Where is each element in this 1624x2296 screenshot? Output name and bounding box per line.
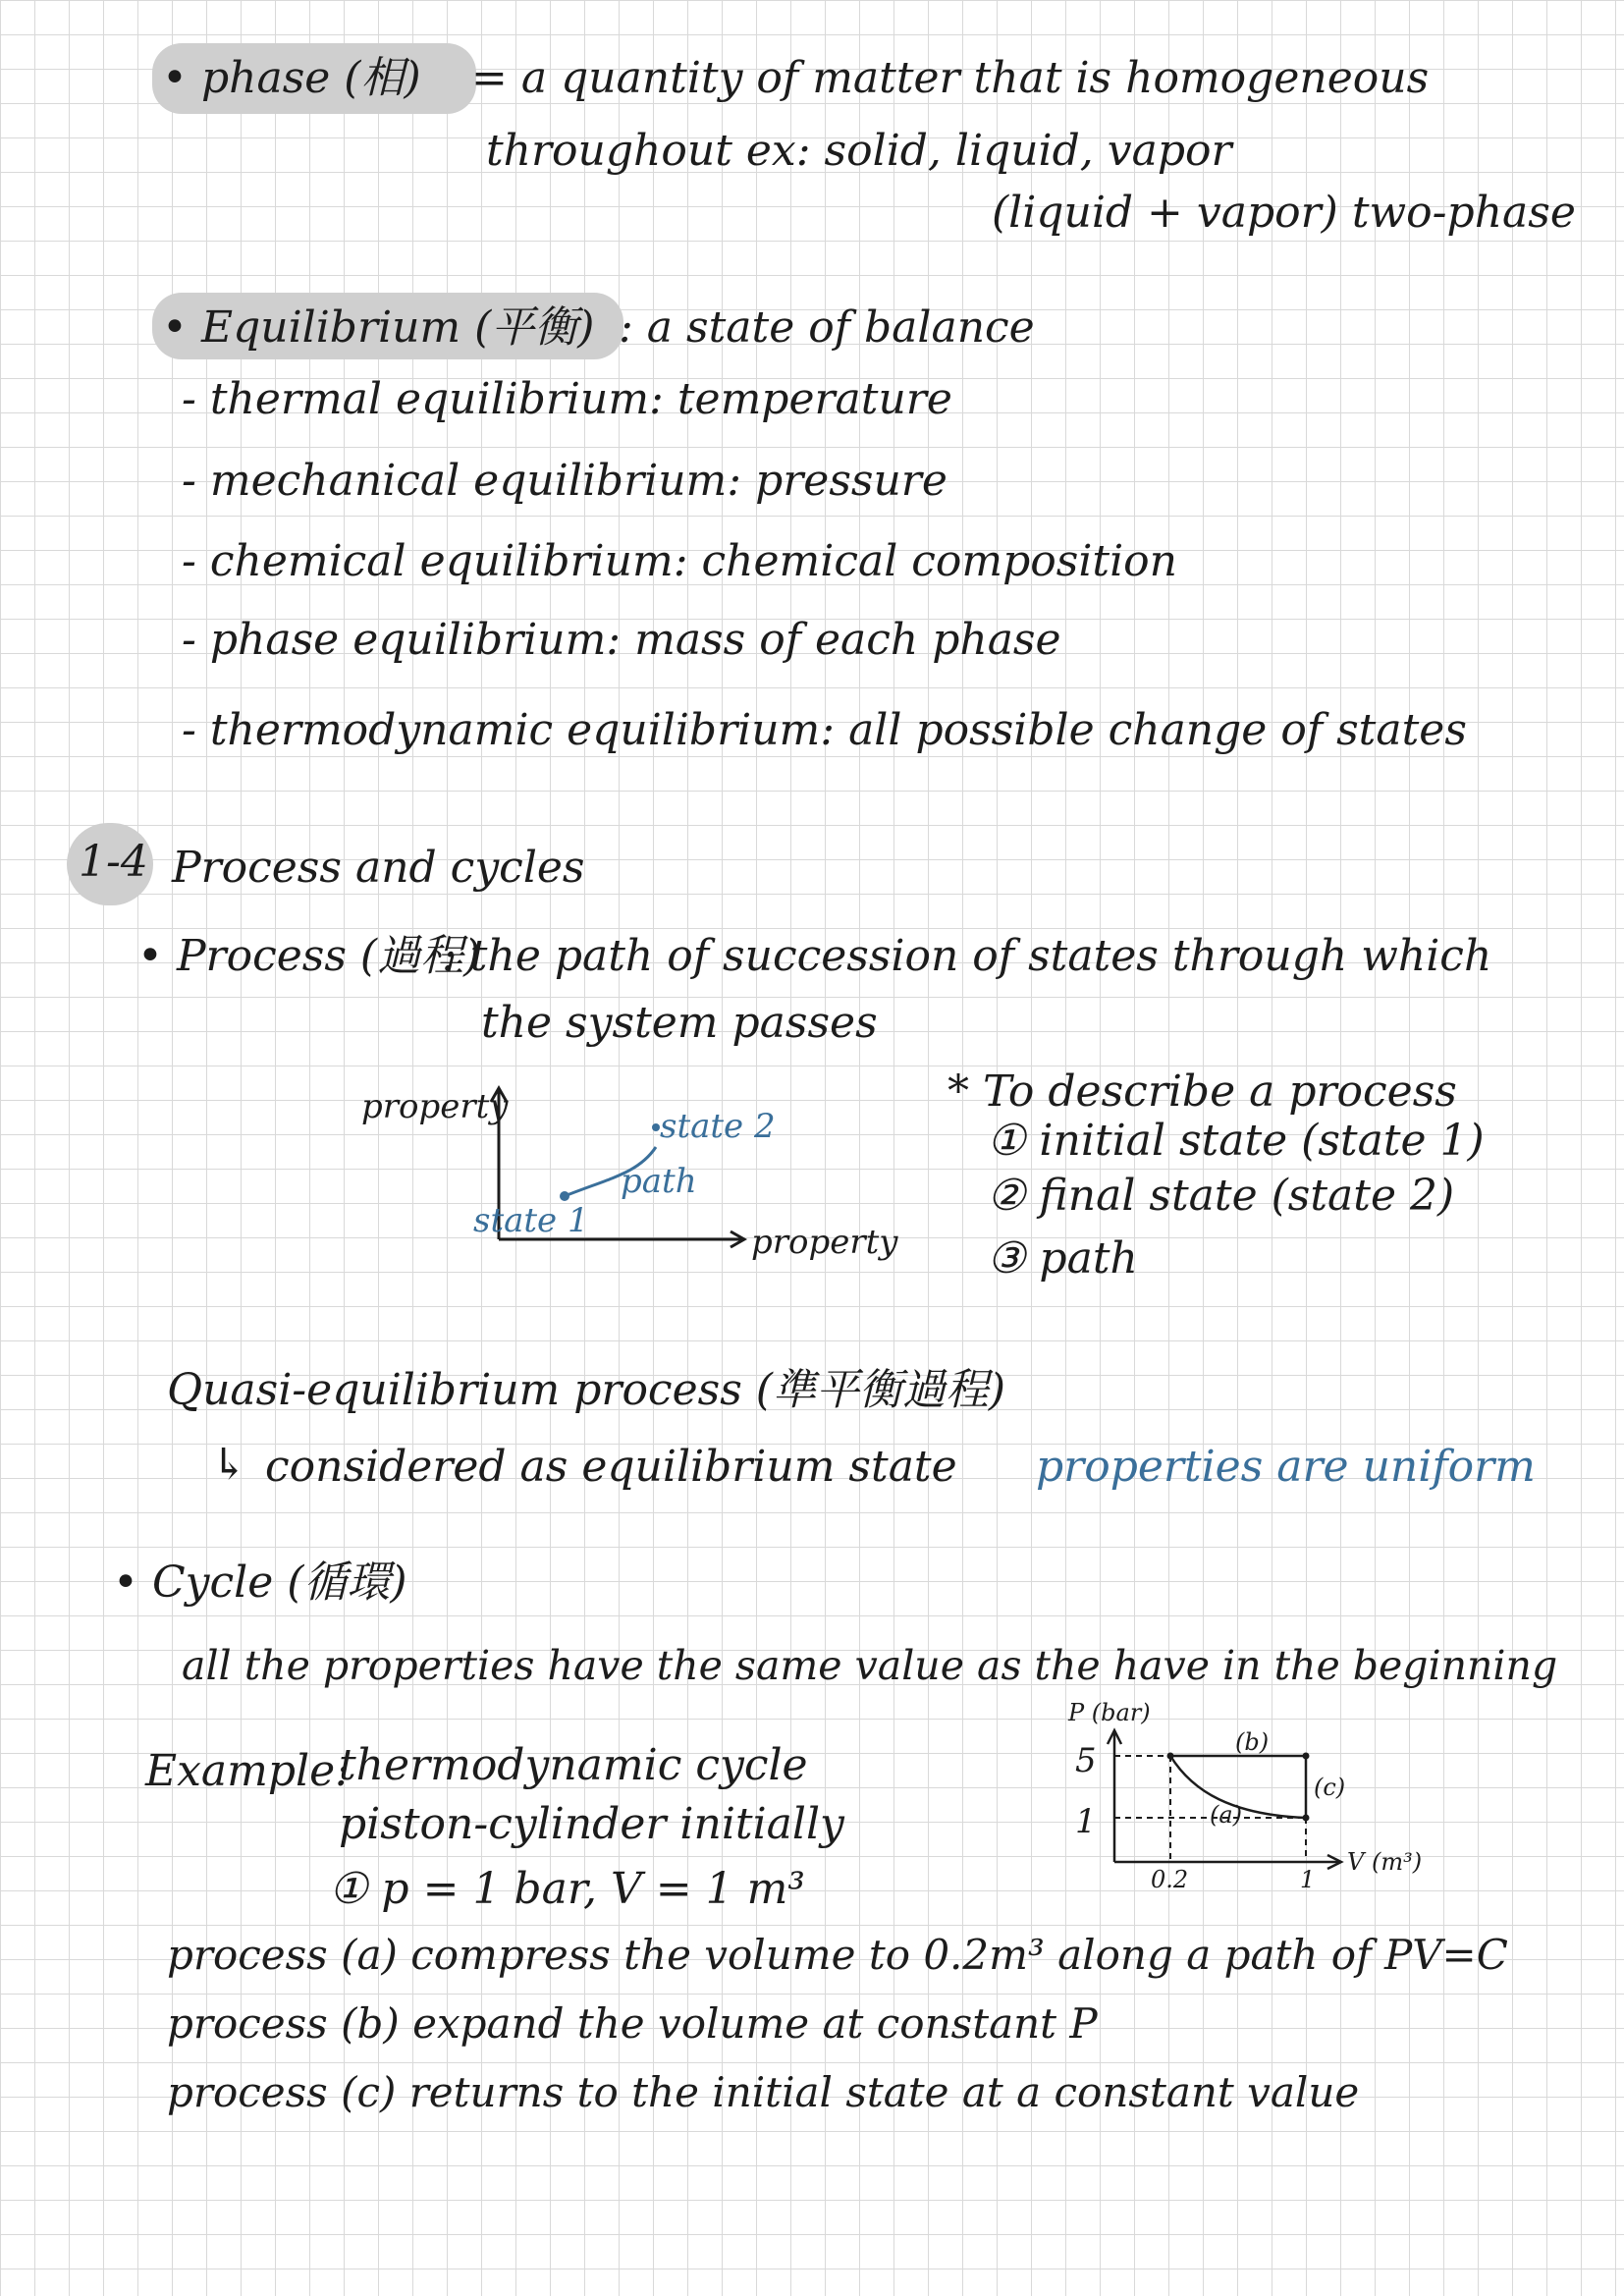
equilibrium-item: - thermodynamic equilibrium: all possible change of states bbox=[182, 705, 1467, 755]
state1-label: state 1 bbox=[473, 1201, 589, 1240]
equilibrium-heading: • Equilibrium (平衡) bbox=[162, 302, 595, 353]
equilibrium-definition: : a state of balance bbox=[619, 302, 1035, 353]
quasi-heading: Quasi-equilibrium process (準平衡過程) bbox=[167, 1365, 1006, 1415]
quasi-note: considered as equilibrium state bbox=[265, 1442, 957, 1492]
cycle-state1-point bbox=[1303, 1815, 1310, 1822]
equilibrium-item: - phase equilibrium: mass of each phase bbox=[182, 615, 1061, 665]
process-definition-cont: the system passes bbox=[481, 998, 878, 1048]
process-graph-y-label: property bbox=[361, 1087, 509, 1126]
phase-definition-cont: throughout ex: solid, liquid, vapor bbox=[486, 126, 1232, 176]
cycle-process-line: process (b) expand the volume at constant P bbox=[167, 1999, 1098, 2048]
example-line1: thermodynamic cycle bbox=[339, 1740, 808, 1790]
phase-two-phase: (liquid + vapor) two-phase bbox=[992, 188, 1576, 238]
cycle-x-tick-low: 0.2 bbox=[1151, 1866, 1189, 1893]
phase-definition: = a quantity of matter that is homogeneous bbox=[471, 53, 1430, 103]
process-a-label: (a) bbox=[1210, 1801, 1243, 1829]
cycle-process-line: process (c) returns to the initial state at a constant value bbox=[167, 2068, 1360, 2116]
state2-label: state 2 bbox=[660, 1107, 776, 1146]
cycle-x-tick-high: 1 bbox=[1300, 1866, 1316, 1893]
equilibrium-item: - chemical equilibrium: chemical composition bbox=[182, 536, 1177, 586]
quasi-note-blue: properties are uniform bbox=[1036, 1442, 1536, 1492]
example-label: Example: bbox=[145, 1746, 350, 1796]
cycle-definition: all the properties have the same value as the have in the beginning bbox=[182, 1642, 1558, 1689]
example-line3: ① p = 1 bar, V = 1 m³ bbox=[329, 1864, 805, 1914]
process-graph-x-label: property bbox=[751, 1223, 898, 1262]
describe-item: ① initial state (state 1) bbox=[987, 1116, 1485, 1166]
section-title: Process and cycles bbox=[172, 843, 585, 893]
cycle-state3-point bbox=[1303, 1753, 1310, 1760]
example-line2: piston-cylinder initially bbox=[339, 1799, 844, 1849]
describe-item: ② final state (state 2) bbox=[987, 1171, 1455, 1221]
phase-heading: • phase (相) bbox=[162, 53, 421, 103]
cycle-process-line: process (a) compress the volume to 0.2m³ along a path of PV=C bbox=[167, 1931, 1508, 1979]
cycle-graph-y-label: P (bar) bbox=[1068, 1699, 1151, 1726]
equilibrium-item: - thermal equilibrium: temperature bbox=[182, 374, 952, 424]
quasi-arrow: ↳ bbox=[211, 1440, 247, 1490]
cycle-y-tick-high: 5 bbox=[1075, 1741, 1097, 1780]
cycle-heading: • Cycle (循環) bbox=[113, 1558, 407, 1608]
path-label: path bbox=[621, 1162, 697, 1201]
cycle-graph-x-label: V (m³) bbox=[1347, 1848, 1423, 1876]
section-number: 1-4 bbox=[79, 837, 148, 887]
cycle-y-tick-low: 1 bbox=[1075, 1802, 1097, 1841]
process-b-label: (b) bbox=[1235, 1728, 1270, 1756]
process-heading: • Process (過程) bbox=[137, 931, 481, 981]
equilibrium-item: - mechanical equilibrium: pressure bbox=[182, 456, 947, 506]
process-c-label: (c) bbox=[1314, 1774, 1346, 1801]
cycle-state2-point bbox=[1167, 1753, 1174, 1760]
describe-title: * To describe a process bbox=[947, 1066, 1457, 1117]
describe-item: ③ path bbox=[987, 1233, 1138, 1284]
process-definition: : the path of succession of states through which bbox=[442, 931, 1492, 981]
